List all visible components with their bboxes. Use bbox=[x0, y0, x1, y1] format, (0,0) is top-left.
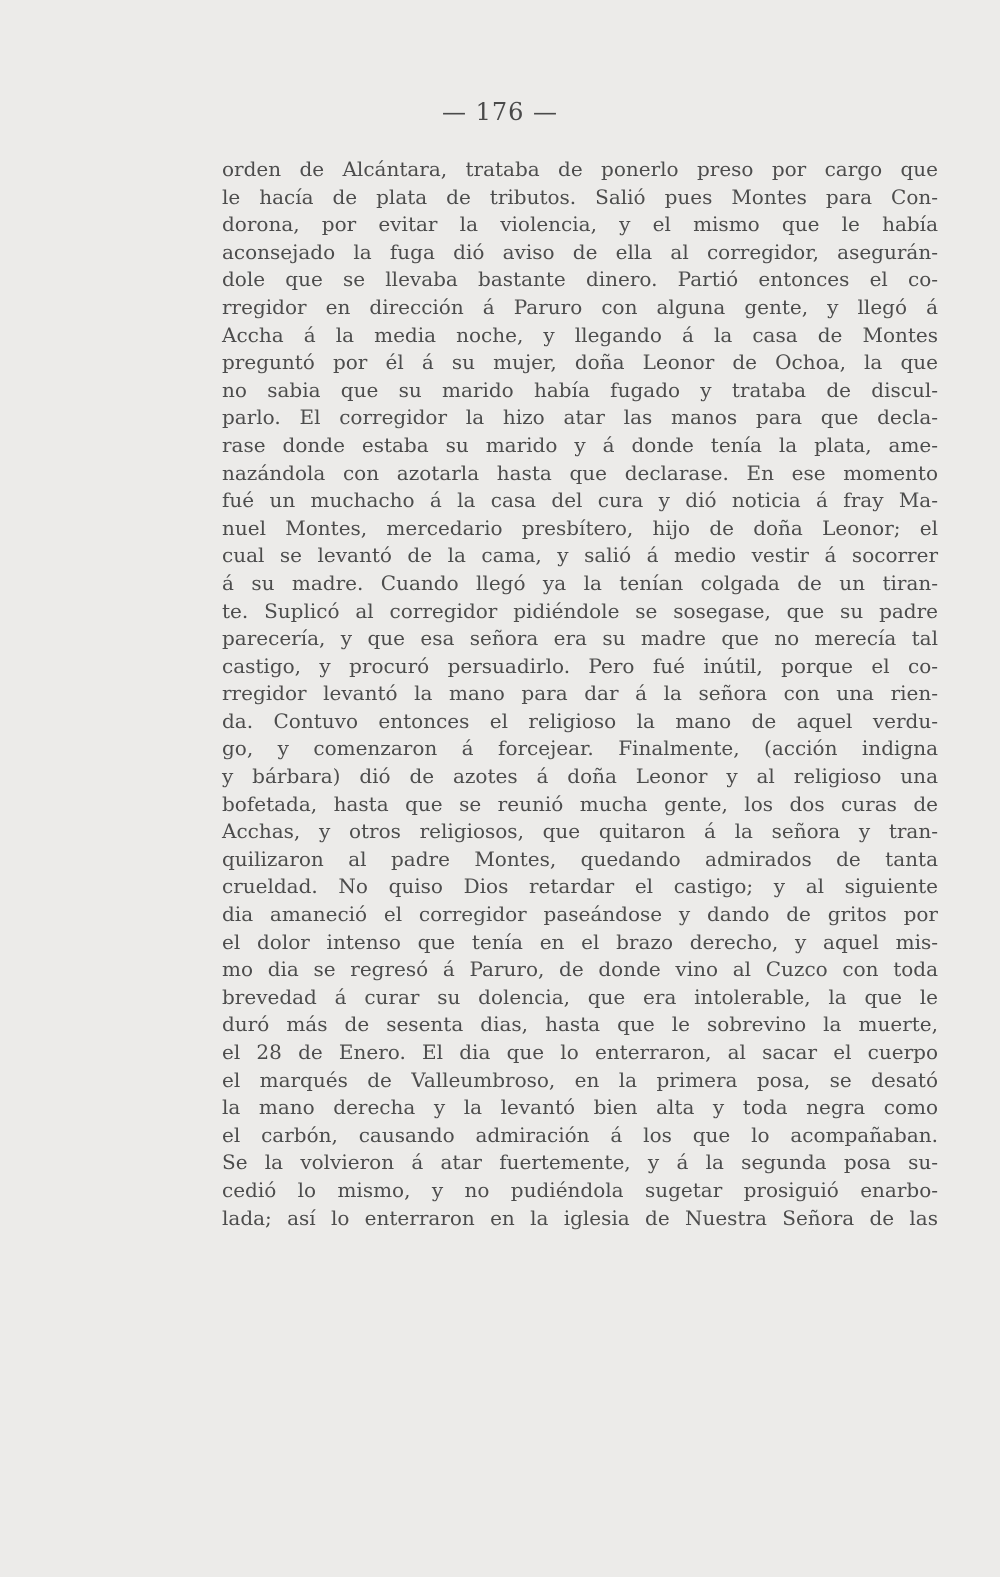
text-line: nuel Montes, mercedario presbítero, hijo de doña Leonor; el bbox=[222, 515, 938, 540]
text-line: el marqués de Valleumbroso, en la primera posa, se desató bbox=[222, 1067, 938, 1092]
text-line: mo dia se regresó á Paruro, de donde vino al Cuzco con toda bbox=[222, 957, 938, 982]
text-line: nazándola con azotarla hasta que declarase. En ese momento bbox=[222, 460, 938, 485]
text-line: lada; así lo enterraron en la iglesia de Nuestra Señora de las bbox=[222, 1205, 938, 1230]
text-line: preguntó por él á su mujer, doña Leonor de Ochoa, la que bbox=[222, 350, 938, 375]
text-line: á su madre. Cuando llegó ya la tenían colgada de un tiran- bbox=[222, 570, 938, 595]
text-line: dole que se llevaba bastante dinero. Partió entonces el co- bbox=[222, 267, 938, 292]
page-number: — 176 — bbox=[441, 98, 559, 126]
text-line: Accha á la media noche, y llegando á la casa de Montes bbox=[222, 322, 938, 347]
text-line: y bárbara) dió de azotes á doña Leonor y al religioso una bbox=[222, 764, 938, 789]
text-line: da. Contuvo entonces el religioso la mano de aquel verdu- bbox=[222, 708, 938, 733]
text-line: rase donde estaba su marido y á donde tenía la plata, ame- bbox=[222, 432, 938, 457]
text-line: cedió lo mismo, y no pudiéndola sugetar prosiguió enarbo- bbox=[222, 1177, 938, 1202]
text-line: duró más de sesenta dias, hasta que le sobrevino la muerte, bbox=[222, 1012, 938, 1037]
text-line: el carbón, causando admiración á los que lo acompañaban. bbox=[222, 1122, 938, 1147]
text-line: quilizaron al padre Montes, quedando admirados de tanta bbox=[222, 846, 938, 871]
text-line: el dolor intenso que tenía en el brazo derecho, y aquel mis- bbox=[222, 929, 938, 954]
text-line: le hacía de plata de tributos. Salió pues Montes para Con- bbox=[222, 184, 938, 209]
text-line: parecería, y que esa señora era su madre que no merecía tal bbox=[222, 626, 938, 651]
body-text bbox=[222, 156, 938, 1232]
text-line: dorona, por evitar la violencia, y el mismo que le había bbox=[222, 212, 938, 237]
text-line: cual se levantó de la cama, y salió á medio vestir á socorrer bbox=[222, 543, 938, 568]
text-line: bofetada, hasta que se reunió mucha gente, los dos curas de bbox=[222, 791, 938, 816]
text-line: crueldad. No quiso Dios retardar el castigo; y al siguiente bbox=[222, 874, 938, 899]
text-line: brevedad á curar su dolencia, que era intolerable, la que le bbox=[222, 984, 938, 1009]
text-line: la mano derecha y la levantó bien alta y toda negra como bbox=[222, 1095, 938, 1120]
text-line: parlo. El corregidor la hizo atar las manos para que decla- bbox=[222, 405, 938, 430]
text-line: te. Suplicó al corregidor pidiéndole se sosegase, que su padre bbox=[222, 598, 938, 623]
text-line: no sabia que su marido había fugado y trataba de discul- bbox=[222, 377, 938, 402]
text-line: Se la volvieron á atar fuertemente, y á la segunda posa su- bbox=[222, 1150, 938, 1175]
text-line: go, y comenzaron á forcejear. Finalmente, (acción indigna bbox=[222, 736, 938, 761]
text-line: rregidor levantó la mano para dar á la señora con una rien- bbox=[222, 681, 938, 706]
text-line: castigo, y procuró persuadirlo. Pero fué inútil, porque el co- bbox=[222, 653, 938, 678]
text-line: rregidor en dirección á Paruro con alguna gente, y llegó á bbox=[222, 294, 938, 319]
text-line: dia amaneció el corregidor paseándose y dando de gritos por bbox=[222, 902, 938, 927]
text-line: fué un muchacho á la casa del cura y dió noticia á fray Ma- bbox=[222, 488, 938, 513]
text-line: orden de Alcántara, trataba de ponerlo preso por cargo que bbox=[222, 157, 938, 181]
text-line: el 28 de Enero. El dia que lo enterraron, al sacar el cuerpo bbox=[222, 1040, 938, 1064]
text-line: aconsejado la fuga dió aviso de ella al corregidor, asegurán- bbox=[222, 239, 938, 264]
text-line: Acchas, y otros religiosos, que quitaron á la señora y tran- bbox=[222, 819, 938, 844]
